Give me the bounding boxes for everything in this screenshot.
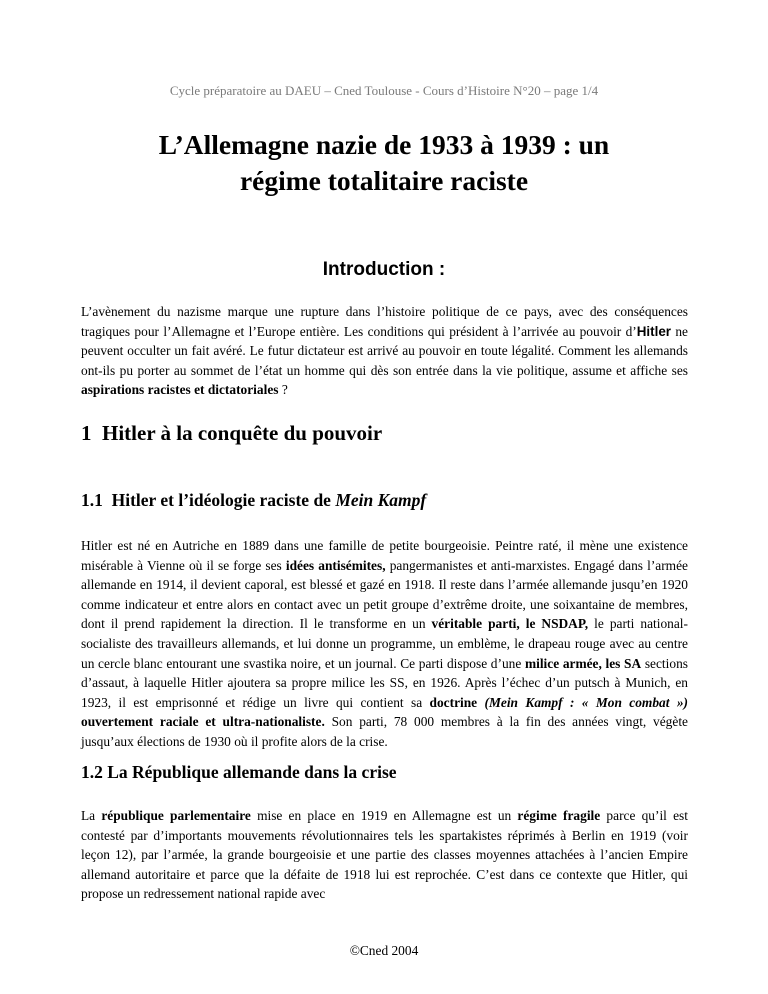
- s11-bold-4: doctrine: [429, 694, 478, 710]
- intro-bold-hitler: Hitler: [636, 323, 671, 339]
- section-1-heading: [81, 421, 382, 446]
- section-1-2-heading: [81, 762, 397, 783]
- page-footer: ©Cned 2004: [349, 943, 419, 958]
- section-1-1-heading: [81, 490, 426, 511]
- title-line-1: L’Allemagne nazie de 1933 à 1939 : un: [158, 129, 610, 160]
- section-1-1-paragraph: [81, 536, 688, 752]
- section-1-title: Hitler à la conquête du pouvoir: [102, 421, 383, 445]
- section-1-2-title: La République allemande dans la crise: [107, 762, 397, 782]
- section-1-2-paragraph: [81, 806, 688, 904]
- s12-text-3: parce qu’il est contesté par d’importants mouvements révolutionnaires tels les spartakistes réprimés à Berlin en 1919 (voir leçon 12), par l’armée, la grande bourgeoisie et une partie des classes moyennes attachées à l’ancien Empire allemand autoritaire et parce que la défaite de 1918 lui est reprochée. C’est dans ce contexte que Hitler, qui propose un redressement national rapide avec: [81, 808, 688, 902]
- page-title: [60, 127, 708, 199]
- intro-bold-aspirations: aspirations racistes et dictatoriales: [81, 382, 279, 398]
- intro-text-3: ?: [278, 382, 288, 398]
- s11-bold-2: véritable parti, le NSDAP,: [431, 616, 589, 632]
- s12-text-1: La: [81, 808, 102, 823]
- s12-bold-1: république parlementaire: [101, 808, 251, 823]
- s11-text-2: pangermanistes et anti-marxistes. Engagé dans l’armée allemande en 1914, il devient caporal, est blessé et gazé en 1918. Il reste dans l’armée allemande jusqu’en 1920 comme indicateur et entre alors en contact avec un petit groupe d’extrême droite, une soixantaine de membres, dont il prend rapidement la direction. Il le transforme en un: [81, 557, 688, 632]
- section-1-1-number: 1.1: [81, 490, 103, 510]
- s11-text-3: le parti national-socialiste des travailleurs allemands, et lui donne un programme, un emblème, le drapeau rouge avec au centre un cercle blanc entourant une svastika noire, et un journal. Ce parti dispose d’une: [81, 616, 688, 671]
- section-1-2-number: 1.2: [81, 762, 103, 782]
- title-line-2: régime totalitaire raciste: [239, 165, 529, 196]
- s12-text-2: mise en place en 1919 en Allemagne est un: [250, 808, 518, 823]
- section-1-1-title: Hitler et l’idéologie raciste de: [111, 490, 336, 510]
- s11-bold-3: milice armée, les SA: [524, 655, 642, 671]
- introduction-heading: Introduction :: [322, 259, 446, 280]
- intro-text-2: ne peuvent occulter un fait avéré. Le futur dictateur est arrivé au pouvoir en toute légalité. Comment les allemands ont-ils pu porter au sommet de l’état un homme qui dès son entrée dans la vie politique, assume et affiche ses: [81, 323, 688, 378]
- s11-bold-5: ouvertement raciale et ultra-nationaliste.: [81, 714, 325, 730]
- s11-text-1: Hitler est né en Autriche en 1889 dans une famille de petite bourgeoisie. Peintre raté, il mène une existence misérable à Vienne où il se forge ses: [81, 538, 688, 573]
- s11-bold-italic: (Mein Kampf : « Mon combat »): [484, 694, 688, 710]
- section-1-number: 1: [81, 421, 92, 445]
- s11-text-5: Son parti, 78 000 membres à la fin des années vingt, végète jusqu’aux élections de 1930 où il profite alors de la crise.: [81, 714, 688, 749]
- running-header: Cycle préparatoire au DAEU – Cned Toulouse - Cours d’Histoire N°20 – page 1/4: [169, 83, 599, 98]
- s12-bold-2: régime fragile: [517, 808, 601, 823]
- s11-bold-1: idées antisémites,: [285, 557, 386, 573]
- s11-text-4: sections d’assaut, à laquelle Hitler ajoutera sa propre milice les SS, en 1926. Après l’échec d’un putsch à Munich, en 1923, il est emprisonné et rédige un livre qui contient sa: [81, 655, 688, 710]
- introduction-paragraph: [81, 302, 688, 400]
- intro-text-1: L’avènement du nazisme marque une rupture dans l’histoire politique de ce pays, avec des conséquences tragiques pour l’Allemagne et l’Europe entière. Les conditions qui président à l’arrivée au pouvoir d’: [81, 304, 688, 339]
- section-1-1-title-italic: Mein Kampf: [335, 490, 427, 510]
